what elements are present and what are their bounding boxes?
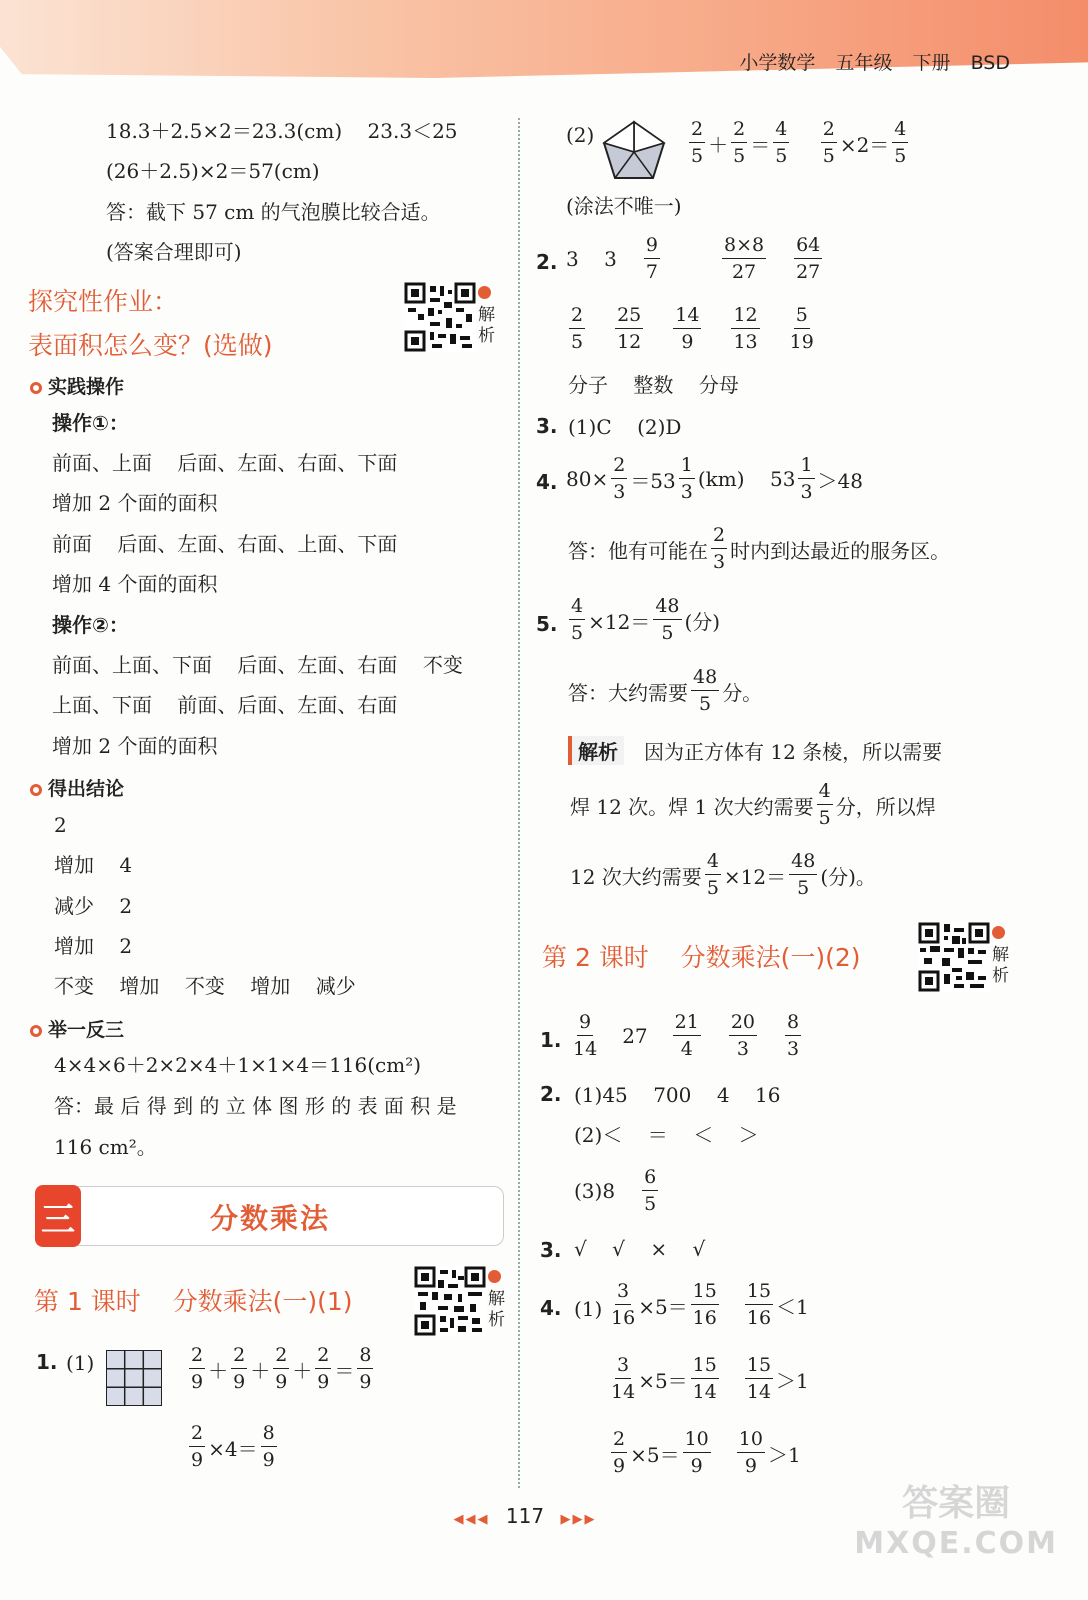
numerator: 2 <box>731 120 747 143</box>
qr-label-text: 解析 <box>488 1289 505 1330</box>
numerator: 4 <box>705 852 721 875</box>
sub-heading-text: 实践操作 <box>48 376 125 398</box>
next-arrows-icon[interactable]: ▶▶▶ <box>560 1512 597 1527</box>
conclusion-3: 减少 2 <box>54 894 133 918</box>
fraction <box>737 1430 765 1476</box>
q4-answer-b: 时内到达最近的服务区。 <box>730 538 951 563</box>
comparison: ＜1 <box>776 1294 809 1319</box>
fraction <box>821 120 837 166</box>
denominator: 16 <box>692 1307 717 1329</box>
q2-values: 3 3 <box>566 247 617 271</box>
analysis-line-1 <box>568 736 942 765</box>
fraction <box>653 597 681 643</box>
numerator: 2 <box>231 1346 247 1369</box>
extension-line-3: 116 cm²。 <box>54 1135 157 1159</box>
analysis-text-2a: 焊 12 次。焊 1 次大约需要 <box>570 794 814 819</box>
prev-arrows-icon[interactable]: ◀◀◀ <box>453 1512 490 1527</box>
fraction <box>679 456 695 502</box>
q4-part-c: (km) 53 <box>697 467 796 491</box>
q5-number: 5. <box>536 612 558 636</box>
fraction <box>794 236 822 282</box>
qr-label-2 <box>488 1268 508 1331</box>
numerator: 2 <box>273 1346 289 1369</box>
denominator: 9 <box>275 1371 288 1393</box>
q4-part-d: ＞48 <box>817 468 863 493</box>
play-icon <box>992 926 1005 939</box>
numerator: 2 <box>611 1430 627 1453</box>
denominator: 5 <box>699 693 712 715</box>
chapter-banner <box>36 1186 504 1246</box>
denominator: 14 <box>573 1038 598 1060</box>
q3-answer: (1)C (2)D <box>568 415 682 439</box>
analysis-text-3c: (分)。 <box>820 864 876 889</box>
r1-row <box>570 1013 804 1059</box>
numerator: 2 <box>189 1424 205 1447</box>
fraction <box>789 852 817 898</box>
op2-line-a: 前面、上面、下面 后面、左面、右面 不变 <box>52 653 463 677</box>
pentagon-figure <box>602 120 666 180</box>
operator: ＋ <box>708 132 729 157</box>
analysis-line-2 <box>570 782 936 828</box>
conclusion-2: 增加 4 <box>54 853 133 877</box>
numerator: 12 <box>731 306 759 329</box>
denominator: 3 <box>713 551 726 573</box>
q5-answer-a: 答：大约需要 <box>568 680 688 705</box>
r3-number: 3. <box>540 1238 562 1262</box>
numerator: 14 <box>673 306 701 329</box>
fraction <box>189 1346 205 1392</box>
denominator: 9 <box>613 1455 626 1477</box>
qr-code-icon[interactable] <box>404 282 476 352</box>
r2-line-2: (2)＜ ＝ ＜ ＞ <box>574 1123 759 1147</box>
numerator: 8 <box>357 1346 373 1369</box>
qr-code-icon[interactable] <box>918 922 990 992</box>
fraction <box>790 306 814 352</box>
denominator: 9 <box>191 1371 204 1393</box>
fraction <box>611 456 627 502</box>
fraction <box>611 1430 627 1476</box>
operator: ＋ <box>292 1358 313 1383</box>
bullet-icon <box>30 1025 42 1037</box>
fraction <box>729 1013 757 1059</box>
denominator: 3 <box>787 1038 800 1060</box>
numerator: 4 <box>569 597 585 620</box>
numerator: 4 <box>817 782 833 805</box>
numerator: 10 <box>683 1430 711 1453</box>
r3-answer: √ √ × √ <box>574 1237 706 1261</box>
header-subject: 小学数学 <box>739 52 816 74</box>
sub-heading-conclusion <box>30 774 124 801</box>
denominator: 5 <box>818 807 831 829</box>
fraction <box>569 306 585 352</box>
denominator: 5 <box>822 145 835 167</box>
lesson-1-title: 第 1 课时 分数乘法(一)(1) <box>34 1287 353 1316</box>
p2-label: (2) <box>566 123 595 147</box>
q5-equation <box>566 597 720 643</box>
r1-number: 1. <box>540 1028 562 1052</box>
play-icon <box>488 1270 501 1283</box>
q3-number: 3. <box>536 414 558 438</box>
fraction <box>357 1346 373 1392</box>
op1-line-a: 前面、上面 后面、左面、右面、下面 <box>52 451 398 475</box>
fraction <box>689 120 705 166</box>
op1-line-c: 前面 后面、左面、右面、上面、下面 <box>52 532 398 556</box>
r2-line-3-text: (3)8 <box>574 1179 616 1203</box>
fraction <box>705 852 721 898</box>
numerator: 9 <box>644 236 660 259</box>
p2-note: (涂法不唯一) <box>566 194 682 218</box>
fraction <box>785 1013 801 1059</box>
spacer <box>792 131 817 155</box>
denominator: 27 <box>731 261 757 283</box>
p2-equation-1 <box>686 120 911 166</box>
numerator: 15 <box>745 1356 773 1379</box>
header-edition: BSD <box>970 52 1010 74</box>
analysis-text-2b: 分，所以焊 <box>835 794 936 819</box>
fraction <box>569 597 585 643</box>
denominator: 14 <box>611 1381 636 1403</box>
numerator: 2 <box>611 456 627 479</box>
fraction <box>798 456 814 502</box>
op1-line-b: 增加 2 个面的面积 <box>52 491 218 515</box>
q2-row-1 <box>566 236 825 282</box>
analysis-tag: 解析 <box>568 736 624 765</box>
q5-part-a: ×12＝ <box>588 609 651 634</box>
numerator: 2 <box>189 1346 205 1369</box>
conclusion-5: 不变 增加 不变 增加 减少 <box>54 974 356 998</box>
lesson-2-title: 第 2 课时 分数乘法(一)(2) <box>542 943 861 972</box>
fraction <box>611 1282 635 1328</box>
r4-number: 4. <box>540 1296 562 1320</box>
sub-heading-text: 得出结论 <box>48 778 125 800</box>
q4-equation <box>566 456 863 502</box>
fraction <box>642 1168 658 1214</box>
operator: ×5＝ <box>630 1442 680 1467</box>
numerator: 2 <box>821 120 837 143</box>
denominator: 5 <box>571 622 584 644</box>
q1-mul-equation <box>186 1424 280 1470</box>
watermark-title: 答案圈 <box>902 1483 1011 1524</box>
sub-heading-text: 举一反三 <box>48 1019 125 1041</box>
fraction <box>817 782 833 828</box>
fraction <box>673 1013 701 1059</box>
r2-line-1: (1)45 700 4 16 <box>574 1083 781 1107</box>
comparison: ＞1 <box>767 1442 801 1467</box>
denominator: 12 <box>617 331 642 353</box>
q2-number: 2. <box>536 250 558 274</box>
q1-sum-equation <box>186 1346 376 1392</box>
fraction <box>745 1356 773 1402</box>
fraction <box>731 306 759 352</box>
section-subtitle-explore: 表面积怎么变？(选做) <box>28 331 273 360</box>
r4-part: (1) <box>574 1297 603 1321</box>
q5-answer <box>568 668 762 714</box>
q4-part-b: ＝53 <box>630 468 676 493</box>
denominator: 5 <box>706 877 719 899</box>
section-title-explore: 探究性作业： <box>28 287 179 316</box>
denominator: 5 <box>691 145 704 167</box>
fraction <box>261 1424 277 1470</box>
denominator: 14 <box>746 1381 772 1403</box>
left-line-4: (答案合理即可) <box>106 240 242 264</box>
denominator: 3 <box>613 481 626 503</box>
numerator: 4 <box>892 120 908 143</box>
fraction <box>745 1282 773 1328</box>
numerator: 2 <box>711 526 727 549</box>
denominator: 3 <box>800 481 813 503</box>
op2-label: 操作②： <box>52 613 129 637</box>
denominator: 5 <box>775 145 788 167</box>
denominator: 9 <box>690 1455 703 1477</box>
r4-row-1 <box>608 1282 809 1328</box>
numerator: 6 <box>642 1168 658 1191</box>
numerator: 15 <box>691 1356 719 1379</box>
chapter-number: 三 <box>35 1185 81 1247</box>
qr-label-1 <box>478 284 498 347</box>
operator: ＝ <box>750 132 771 157</box>
header-grade: 五年级 <box>835 52 893 74</box>
fraction <box>231 1346 247 1392</box>
numerator: 8 <box>261 1424 277 1447</box>
header-term: 下册 <box>912 52 951 74</box>
numerator: 5 <box>794 306 810 329</box>
numerator: 15 <box>745 1282 773 1305</box>
operator: ＋ <box>250 1358 271 1383</box>
analysis-text-1: 因为正方体有 12 条棱，所以需要 <box>644 740 943 764</box>
sub-heading-extension <box>30 1015 124 1042</box>
page-number-bar <box>440 1504 610 1528</box>
operator: ×2＝ <box>839 132 890 157</box>
fraction <box>644 236 660 282</box>
numerator: 8×8 <box>722 236 766 259</box>
qr-label-text: 解析 <box>992 945 1009 986</box>
fraction <box>611 1356 635 1402</box>
q1-number: 1. <box>36 1350 58 1374</box>
fraction <box>722 236 766 282</box>
numerator: 3 <box>615 1356 631 1379</box>
fraction <box>691 1282 719 1328</box>
operator: ＋ <box>208 1358 229 1383</box>
extension-line-2: 答：最 后 得 到 的 立 体 图 形 的 表 面 积 是 <box>54 1094 457 1118</box>
denominator: 9 <box>317 1371 330 1393</box>
fraction <box>773 120 789 166</box>
denominator: 9 <box>191 1449 204 1471</box>
op2-line-c: 增加 2 个面的面积 <box>52 734 218 758</box>
numerator: 1 <box>679 456 695 479</box>
numerator: 25 <box>615 306 643 329</box>
op2-line-b: 上面、下面 前面、后面、左面、右面 <box>52 693 398 717</box>
denominator: 5 <box>733 145 746 167</box>
bullet-icon <box>30 784 42 796</box>
analysis-text-3b: ×12＝ <box>723 864 787 889</box>
operator: ＝ <box>334 1358 355 1383</box>
watermark <box>854 1484 1058 1564</box>
q4-answer-a: 答：他有可能在 <box>568 538 708 563</box>
qr-label-text: 解析 <box>478 305 495 346</box>
fraction <box>189 1424 205 1470</box>
q5-part-b: (分) <box>684 609 721 634</box>
numerator: 48 <box>789 852 817 875</box>
r4-row-2 <box>608 1356 809 1402</box>
play-icon <box>478 286 491 299</box>
numerator: 8 <box>785 1013 801 1036</box>
denominator: 9 <box>233 1371 246 1393</box>
denominator: 9 <box>262 1449 275 1471</box>
watermark-url: MXQE.COM <box>854 1526 1058 1561</box>
q1-part: (1) <box>66 1351 95 1375</box>
conclusion-1: 2 <box>54 813 67 837</box>
denominator: 27 <box>796 261 821 283</box>
comparison: ＞1 <box>776 1368 809 1393</box>
numerator: 10 <box>737 1430 765 1453</box>
denominator: 7 <box>645 261 658 283</box>
denominator: 9 <box>744 1455 757 1477</box>
op1-line-d: 增加 4 个面的面积 <box>52 572 218 596</box>
numerator: 1 <box>798 456 814 479</box>
q4-part-a: 80× <box>566 467 609 491</box>
q4-number: 4. <box>536 470 558 494</box>
analysis-text-3a: 12 次大约需要 <box>570 864 702 889</box>
header-text <box>739 48 1010 75</box>
denominator: 5 <box>644 1193 657 1215</box>
denominator: 5 <box>661 622 674 644</box>
operator: ×5＝ <box>638 1294 688 1319</box>
numerator: 2 <box>569 306 585 329</box>
r2-number: 2. <box>540 1082 562 1106</box>
q4-answer <box>568 526 950 572</box>
left-line-2: (26＋2.5)×2＝57(cm) <box>106 159 320 183</box>
q2-words: 分子 整数 分母 <box>568 373 739 397</box>
qr-label-3 <box>992 924 1012 987</box>
fraction <box>273 1346 289 1392</box>
fraction <box>573 1013 597 1059</box>
denominator: 5 <box>894 145 907 167</box>
chapter-title: 分数乘法 <box>209 1202 330 1235</box>
qr-code-icon[interactable] <box>414 1266 486 1336</box>
denominator: 16 <box>746 1307 772 1329</box>
fraction <box>711 526 727 572</box>
numerator: 21 <box>673 1013 701 1036</box>
fraction <box>892 120 908 166</box>
q2-row-2 <box>566 306 817 352</box>
analysis-line-3 <box>570 852 876 898</box>
fraction <box>615 306 643 352</box>
fraction <box>731 120 747 166</box>
column-divider <box>518 118 520 1488</box>
conclusion-4: 增加 2 <box>54 934 133 958</box>
denominator: 16 <box>611 1307 636 1329</box>
numerator: 4 <box>773 120 789 143</box>
page-number: 117 <box>505 1504 545 1528</box>
denominator: 3 <box>736 1038 749 1060</box>
left-line-3: 答：截下 57 cm 的气泡膜比较合适。 <box>106 200 441 224</box>
grid-figure <box>106 1350 162 1406</box>
sub-heading-practice <box>30 372 124 399</box>
operator: ×5＝ <box>638 1368 688 1393</box>
left-line-1: 18.3＋2.5×2＝23.3(cm) 23.3＜25 <box>106 119 458 143</box>
r1-middle-value: 27 <box>622 1024 648 1048</box>
operator: ×4＝ <box>208 1436 258 1461</box>
fraction <box>691 1356 719 1402</box>
denominator: 9 <box>681 331 694 353</box>
denominator: 9 <box>359 1371 372 1393</box>
extension-line-1: 4×4×6＋2×2×4＋1×1×4＝116(cm²) <box>54 1053 422 1077</box>
r2-line-3 <box>574 1168 661 1214</box>
denominator: 14 <box>692 1381 717 1403</box>
numerator: 48 <box>691 668 719 691</box>
r4-row-3 <box>608 1430 801 1476</box>
denominator: 5 <box>797 877 810 899</box>
numerator: 15 <box>691 1282 719 1305</box>
numerator: 2 <box>689 120 705 143</box>
fraction <box>673 306 701 352</box>
bullet-icon <box>30 382 42 394</box>
denominator: 13 <box>733 331 758 353</box>
numerator: 64 <box>794 236 822 259</box>
denominator: 4 <box>680 1038 693 1060</box>
numerator: 48 <box>653 597 681 620</box>
fraction <box>315 1346 331 1392</box>
numerator: 20 <box>729 1013 757 1036</box>
q5-answer-b: 分。 <box>722 680 763 705</box>
denominator: 3 <box>680 481 693 503</box>
denominator: 5 <box>571 331 584 353</box>
fraction <box>683 1430 711 1476</box>
numerator: 3 <box>615 1282 631 1305</box>
denominator: 19 <box>789 331 814 353</box>
fraction <box>691 668 719 714</box>
numerator: 2 <box>315 1346 331 1369</box>
numerator: 9 <box>577 1013 593 1036</box>
op1-label: 操作①： <box>52 411 129 435</box>
